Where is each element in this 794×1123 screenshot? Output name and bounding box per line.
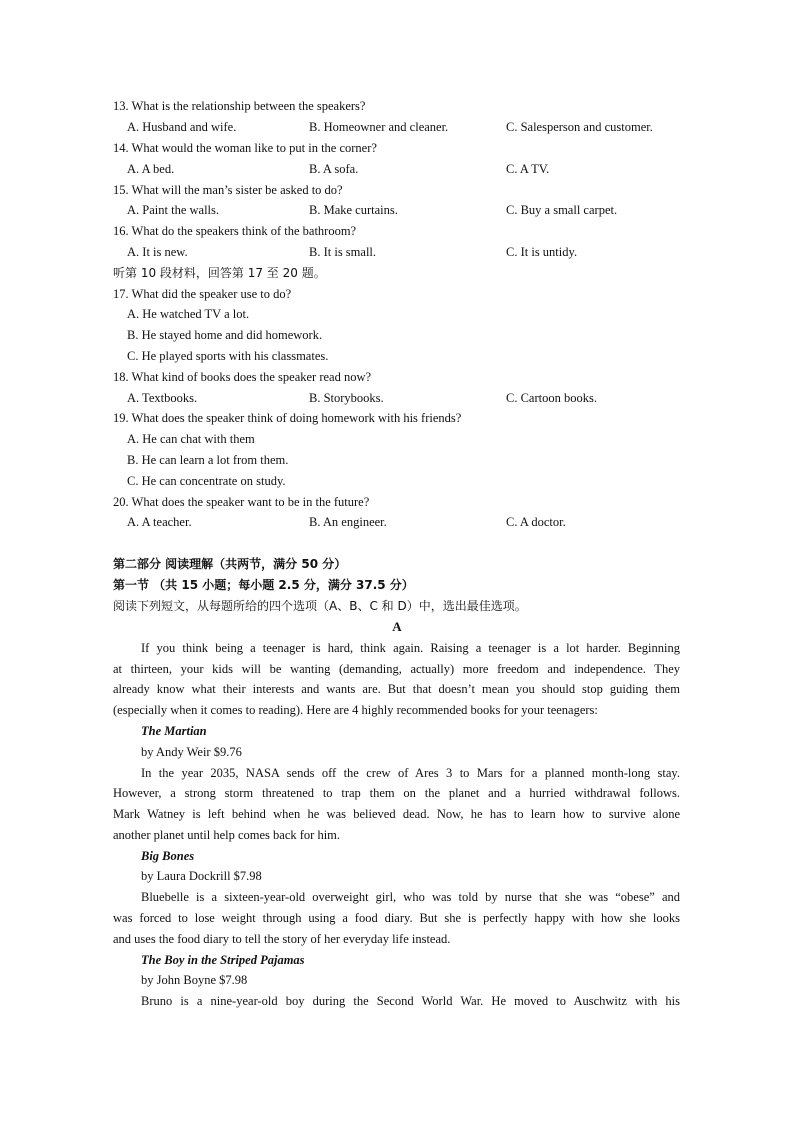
book-title: Big Bones — [141, 849, 195, 863]
book-text-line: Bruno is a nine-year-old boy during the Second World War. He moved to Auschwitz with his — [141, 994, 680, 1008]
book-byline: by Laura Dockrill $7.98 — [141, 869, 262, 883]
listening-instruction-10: 听第 10 段材料，回答第 17 至 20 题。 — [113, 266, 326, 280]
q20-option-b: B. An engineer. — [309, 515, 387, 529]
q14-option-c: C. A TV. — [506, 162, 550, 176]
passage-label: A — [392, 619, 402, 634]
book-text-line: and uses the food diary to tell the story of her everyday life instead. — [113, 932, 451, 946]
book-byline: by Andy Weir $9.76 — [141, 745, 242, 759]
q16-option-c: C. It is untidy. — [506, 245, 578, 259]
book-text-line: was forced to lose weight through using a food diary. But she is perfectly happy with how she looks — [113, 911, 680, 925]
q13-option-b: B. Homeowner and cleaner. — [309, 120, 449, 134]
q20-option-c: C. A doctor. — [506, 515, 566, 529]
reading-instruction: 阅读下列短文，从每题所给的四个选项（A、B、C 和 D）中，选出最佳选项。 — [113, 599, 527, 613]
q15-option-a: A. Paint the walls. — [127, 203, 220, 217]
q15-option-b: B. Make curtains. — [309, 203, 398, 217]
question-15: 15. What will the man’s sister be asked to do? — [113, 183, 343, 197]
q15-option-c: C. Buy a small carpet. — [506, 203, 618, 217]
q16-option-b: B. It is small. — [309, 245, 377, 259]
question-13: 13. What is the relationship between the speakers? — [113, 99, 366, 113]
q14-option-b: B. A sofa. — [309, 162, 359, 176]
q20-option-a: A. A teacher. — [127, 515, 192, 529]
q17-option-c: C. He played sports with his classmates. — [127, 349, 329, 363]
question-19: 19. What does the speaker think of doing homework with his friends? — [113, 411, 462, 425]
intro-line-1: If you think being a teenager is hard, think again. Raising a teenager is a lot harder. Beginning — [141, 641, 680, 655]
q13-option-a: A. Husband and wife. — [127, 120, 237, 134]
intro-line-4: (especially when it comes to reading). Here are 4 highly recommended books for your teenagers: — [113, 703, 598, 717]
book-text-line: However, a strong storm threatened to trap them on the planet and a hurried withdrawal follows. — [113, 786, 680, 800]
question-20: 20. What does the speaker want to be in the future? — [113, 495, 370, 509]
question-17: 17. What did the speaker use to do? — [113, 287, 292, 301]
q19-option-b: B. He can learn a lot from them. — [127, 453, 289, 467]
q18-option-b: B. Storybooks. — [309, 391, 384, 405]
book-text-line: another planet until help comes back for him. — [113, 828, 341, 842]
intro-line-2: at thirteen, your kids will be wanting (demanding, actually) more freedom and independence. They — [113, 662, 680, 676]
question-14: 14. What would the woman like to put in the corner? — [113, 141, 377, 155]
question-18: 18. What kind of books does the speaker read now? — [113, 370, 372, 384]
intro-line-3: already know what their interests and wants are. But that doesn’t mean you should stop guiding them — [113, 682, 680, 696]
book-byline: by John Boyne $7.98 — [141, 973, 248, 987]
q14-option-a: A. A bed. — [127, 162, 175, 176]
q18-option-c: C. Cartoon books. — [506, 391, 597, 405]
q17-option-b: B. He stayed home and did homework. — [127, 328, 323, 342]
reading-part-title: 第二部分 阅读理解（共两节，满分 50 分） — [113, 557, 347, 571]
book-text-line: Mark Watney is left behind when he was believed dead. Now, he has to learn how to survive alone — [113, 807, 680, 821]
q19-option-a: A. He can chat with them — [127, 432, 255, 446]
question-16: 16. What do the speakers think of the bathroom? — [113, 224, 357, 238]
book-title: The Martian — [141, 724, 207, 738]
book-text-line: Bluebelle is a sixteen-year-old overweight girl, who was told by nurse that she was “obese” and — [141, 890, 680, 904]
book-title: The Boy in the Striped Pajamas — [141, 953, 305, 967]
q17-option-a: A. He watched TV a lot. — [127, 307, 250, 321]
reading-section-title: 第一节 （共 15 小题；每小题 2.5 分，满分 37.5 分） — [113, 578, 414, 592]
q18-option-a: A. Textbooks. — [127, 391, 198, 405]
q13-option-c: C. Salesperson and customer. — [506, 120, 653, 134]
q16-option-a: A. It is new. — [127, 245, 188, 259]
book-text-line: In the year 2035, NASA sends off the crew of Ares 3 to Mars for a planned month-long stay. — [141, 766, 680, 780]
q19-option-c: C. He can concentrate on study. — [127, 474, 286, 488]
